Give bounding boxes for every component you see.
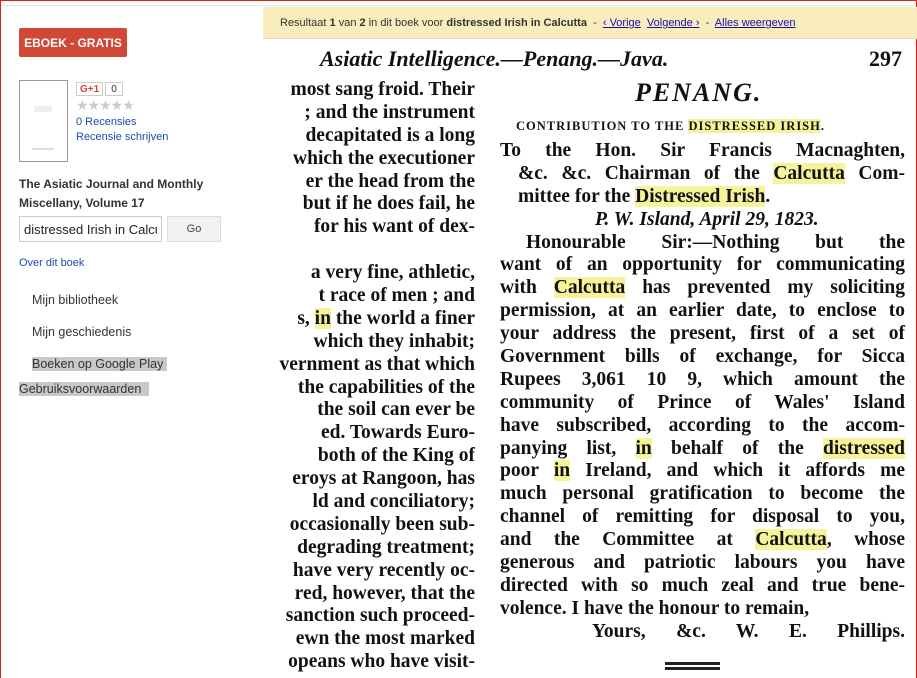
search-query: distressed Irish in Calcutta [446, 17, 587, 29]
show-all-link[interactable]: Alles weergeven [714, 17, 796, 29]
text-segment: Ireland, and which it affords me [570, 460, 905, 482]
text-segment: P. W. Island, April 29, 1823. [595, 208, 819, 230]
banner-text: in dit boek voor [365, 17, 447, 29]
text-line [500, 140, 905, 163]
text-line [500, 346, 905, 369]
text-line [263, 422, 475, 445]
text-segment: . [820, 119, 825, 133]
text-segment: the soil can ever be [317, 399, 475, 421]
text-line [263, 102, 475, 125]
text-line [500, 369, 905, 392]
search-highlight: in [314, 307, 331, 329]
search-result-banner [263, 7, 917, 39]
text-segment: ; and the instrument [304, 101, 475, 123]
text-line [500, 621, 905, 644]
text-segment: directed with so much zeal and true bene- [500, 574, 905, 596]
nav-google-play-books[interactable]: Boeken op Google Play [32, 357, 167, 371]
text-line [263, 262, 475, 285]
separator: - [699, 17, 715, 29]
book-page-scan[interactable] [263, 40, 912, 678]
text-segment: mittee for the [518, 185, 636, 207]
text-segment: ld and conciliatory; [312, 491, 475, 513]
text-segment: Honourable Sir:—Nothing but the [526, 231, 905, 253]
text-line [263, 491, 475, 514]
text-segment: with [500, 277, 554, 299]
text-segment: red, however, that the [294, 582, 475, 604]
text-segment: er the head from the [305, 170, 475, 192]
nav-my-library[interactable]: Mijn bibliotheek [32, 293, 119, 307]
book-cover-thumbnail[interactable] [19, 80, 68, 162]
text-line [263, 354, 475, 377]
text-line [500, 506, 905, 529]
text-line [263, 285, 475, 308]
text-segment: have subscribed, according to the accom- [500, 414, 905, 436]
text-line [500, 300, 905, 323]
text-line [263, 377, 475, 400]
text-line [263, 560, 475, 583]
text-segment: . [765, 185, 771, 207]
text-segment: Rupees 3,061 10 9, which amount the [500, 368, 905, 390]
text-line [263, 399, 475, 422]
text-line [500, 438, 905, 461]
book-title: The Asiatic Journal and Monthly Miscellany, Volume 17 [19, 177, 204, 210]
text-line [500, 598, 905, 621]
text-segment: sanction such proceed- [285, 605, 475, 627]
text-line [500, 392, 905, 415]
text-segment: panying list, [500, 437, 636, 459]
text-line [500, 163, 905, 186]
text-line [500, 415, 905, 438]
text-segment: for his want of dex- [313, 216, 475, 238]
text-line [263, 216, 475, 239]
reviews-link[interactable]: 0 Recensies [76, 116, 137, 128]
text-line [263, 468, 475, 491]
text-segment: eroys at Rangoon, has [292, 468, 475, 490]
result-total: 2 [359, 17, 366, 29]
search-highlight: in [635, 437, 652, 459]
search-highlight: Calcutta [755, 529, 827, 551]
gplus-button[interactable]: G+1 [76, 82, 103, 96]
next-result-link[interactable]: Volgende › [646, 17, 700, 29]
text-segment: volence. I have the honour to remain, [500, 597, 810, 619]
previous-result-link[interactable]: ‹ Vorige [602, 17, 641, 29]
text-line [500, 232, 905, 255]
letter-body [500, 140, 905, 644]
text-segment: poor [500, 460, 554, 482]
text-segment: has prevented my soliciting [625, 277, 905, 299]
search-highlight: distressed [823, 437, 905, 459]
left-text-column [263, 79, 475, 674]
gplus-widget[interactable] [76, 82, 123, 96]
text-line [500, 323, 905, 346]
gplus-count: 0 [105, 82, 123, 96]
banner-text: van [335, 17, 360, 29]
separator: - [586, 17, 603, 29]
text-segment: Yours, &c. W. E. Phillips. [592, 620, 905, 642]
text-segment: which they inhabit; [313, 330, 475, 352]
text-line [263, 239, 475, 262]
text-segment: ewn the most marked [295, 628, 475, 650]
text-line [263, 308, 475, 331]
text-segment: &c. &c. Chairman of the [518, 162, 774, 184]
text-line [263, 605, 475, 628]
text-line [263, 193, 475, 216]
text-segment: permission, at an earlier date, to enclose to [500, 300, 905, 322]
text-line [263, 125, 475, 148]
write-review-link[interactable]: Recensie schrijven [76, 131, 169, 143]
text-segment: Government bills of exchange, for Sicca [500, 346, 905, 368]
text-segment: behalf of the [651, 437, 824, 459]
text-segment: the world a finer [330, 307, 475, 329]
search-highlight: Calcutta [553, 277, 626, 299]
text-line [263, 331, 475, 354]
text-segment: much personal gratification to become the [500, 483, 905, 505]
section-title: PENANG. [635, 78, 763, 107]
text-line [500, 186, 905, 209]
text-segment: occasionally been sub- [289, 513, 475, 535]
text-segment: channel of remitting for disposal to you, [500, 506, 905, 528]
text-segment: your address the present, first of a set of [500, 323, 905, 345]
text-line [500, 575, 905, 598]
text-segment: and the Committee at [500, 529, 756, 551]
ebook-free-button[interactable]: EBOEK - GRATIS [19, 28, 127, 57]
search-highlight: DISTRESSED IRISH [688, 119, 821, 133]
text-line [263, 583, 475, 606]
section-subhead [516, 119, 825, 134]
text-segment: vernment as that which [279, 353, 475, 375]
text-segment: s, [297, 307, 315, 329]
text-segment: have very recently oc- [292, 559, 475, 581]
text-segment: both of the King of [317, 445, 475, 467]
text-line [263, 79, 475, 102]
text-line [500, 552, 905, 575]
text-line [500, 529, 905, 552]
text-segment: ed. Towards Euro- [320, 422, 475, 444]
text-segment: CONTRIBUTION TO THE [516, 119, 689, 133]
search-highlight: in [553, 460, 571, 482]
text-segment: Com- [844, 162, 906, 184]
text-segment: the capabilities of the [297, 376, 475, 398]
text-segment: decapitated is a long [305, 124, 475, 146]
search-in-book-input[interactable] [19, 216, 162, 242]
about-book-link[interactable]: Over dit boek [19, 257, 85, 269]
text-segment: degrading treatment; [297, 536, 475, 558]
page-number: 297 [869, 46, 902, 71]
text-line [263, 537, 475, 560]
end-rule [665, 662, 720, 665]
result-current: 1 [329, 17, 336, 29]
text-segment: most sang froid. Their [290, 79, 475, 100]
search-highlight: Calcutta [773, 162, 845, 184]
text-line [500, 277, 905, 300]
nav-my-history[interactable]: Mijn geschiedenis [32, 325, 132, 339]
text-line [263, 171, 475, 194]
text-segment: t race of men ; and [318, 285, 475, 307]
text-segment: , whose [826, 529, 906, 551]
text-segment: which the executioner [293, 147, 475, 169]
text-line [263, 651, 475, 674]
text-segment: but if he does fail, he [302, 193, 475, 215]
text-line [263, 514, 475, 537]
text-line [263, 445, 475, 468]
text-segment: opeans who have visit- [288, 651, 475, 673]
text-segment: community of Prince of Wales' Island [500, 391, 905, 413]
text-line [500, 254, 905, 277]
text-line [500, 483, 905, 506]
terms-link[interactable]: Gebruiksvoorwaarden [19, 382, 149, 396]
go-button[interactable]: Go [167, 216, 221, 242]
text-segment: want of an opportunity for communicating [500, 254, 905, 276]
text-line [263, 148, 475, 171]
text-line [500, 460, 905, 483]
search-highlight: Distressed Irish [635, 185, 766, 207]
rating-stars[interactable]: ★★★★★ [76, 97, 134, 113]
text-segment: a very fine, athletic, [310, 262, 475, 284]
text-line [500, 209, 905, 232]
text-line [263, 628, 475, 651]
text-segment: generous and patriotic labours you have [500, 552, 905, 574]
sidebar [0, 0, 255, 678]
banner-text: Resultaat [280, 17, 330, 29]
text-segment: To the Hon. Sir Francis Macnaghten, [500, 140, 905, 161]
running-head: Asiatic Intelligence.—Penang.—Java. [320, 46, 669, 71]
